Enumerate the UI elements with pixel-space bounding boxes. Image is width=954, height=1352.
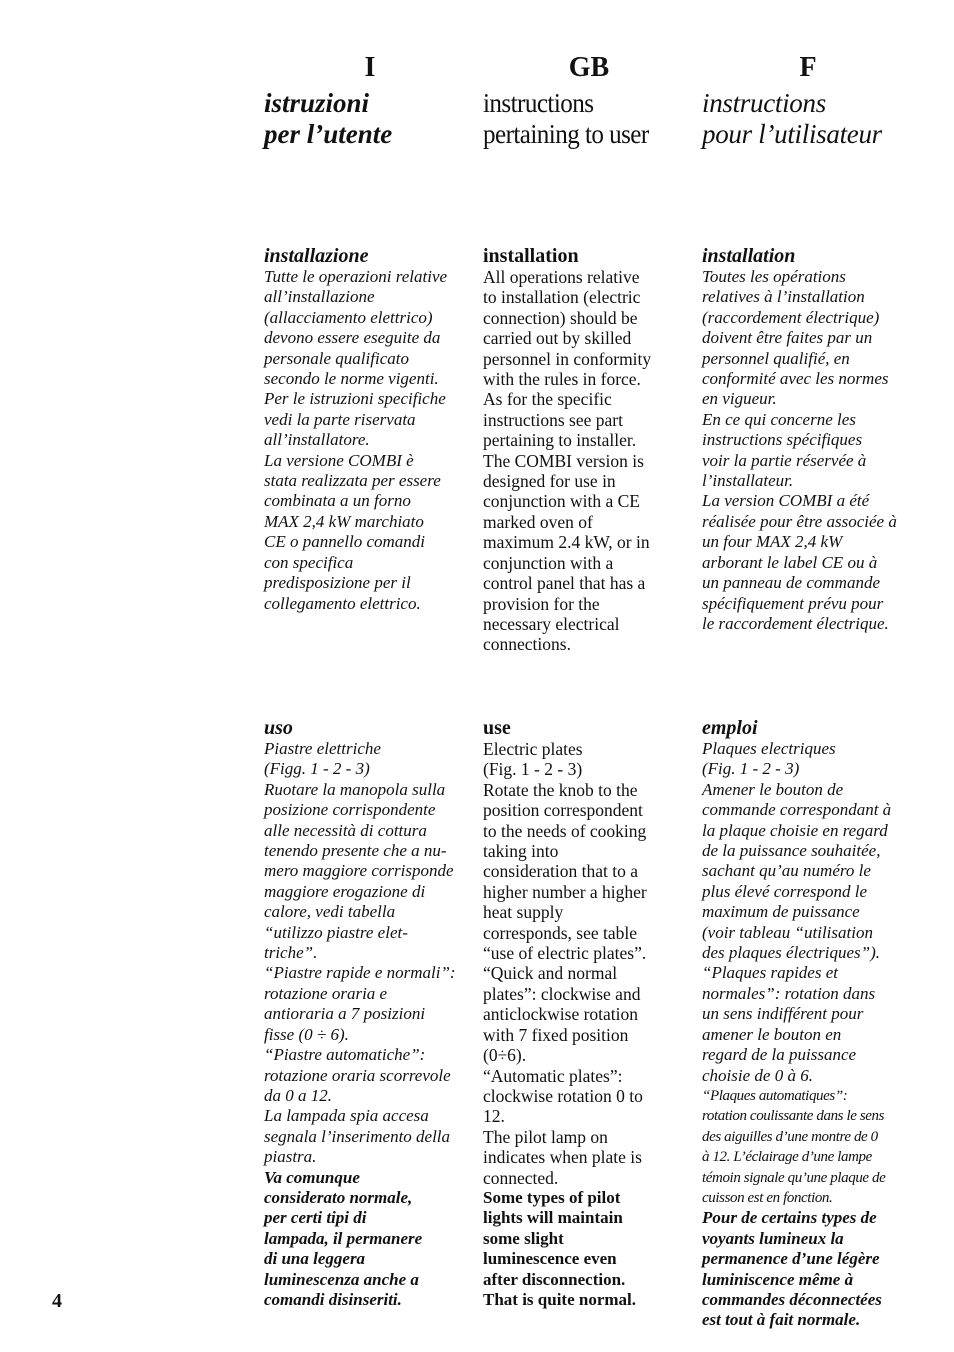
section-heading: installation — [483, 245, 579, 267]
section-heading: installation — [702, 245, 796, 267]
language-code: GB — [568, 52, 610, 83]
section-text: Tutte le operazioni relative all’installazione (allacciamento elettrico) devono essere eseguite da personale qualificato secondo le norme vigenti. Per le istruzioni specifiche vedi la parte riservata all’installatore. La versione COMBI è stata realizzata per essere combinata a un forno MAX 2,4 kW marchiato CE o pannello comandi con specifica predisposizione per il collegamento elettrico. — [264, 267, 448, 613]
installation-section — [483, 246, 723, 655]
section-text: Toutes les opérations relatives à l’installation (raccordement électrique) doivent être faites par un personnel qualifié, en conformité avec les normes en vigueur. En ce qui concerne les instructions spécifiques voir la partie réservée à l’installateur. La version COMBI a été réalisée pour être associée à un four MAX 2,4 kW arborant le label CE ou à un panneau de commande spécifiquement prévu pour le raccordement électrique. — [702, 267, 897, 633]
section-text-small: “Plaques automatiques”: rotation coulissante dans le sens des aiguilles d’une montre de 0 à 12. L’éclairage d’une lampe témoin signale qu’une plaque de cuisson est en fonction. — [702, 1087, 886, 1206]
title-line: instructions — [483, 88, 594, 118]
use-section — [702, 718, 942, 1331]
section-heading: installazione — [264, 245, 369, 267]
use-section — [264, 718, 504, 1310]
language-code: F — [799, 52, 817, 83]
section-heading: uso — [264, 717, 293, 739]
section-text: Plaques electriques (Fig. 1 - 2 - 3) Amener le bouton de commande correspondant à la plaque choisie en regard de la puissance souhaitée, sachant qu’au numéro le plus élevé correspond le maximum de puissance (voir tableau “utilisation des plaques électriques”). “Plaques rapides et normales”: rotation dans un sens indifférent pour amener le bouton en regard de la puissance choisie de 0 à 6. — [702, 739, 892, 1085]
column-title — [264, 88, 476, 152]
section-text: Piastre elettriche (Figg. 1 - 2 - 3) Ruotare la manopola sulla posizione corrispondente alle necessità di cottura tenendo presente che a nu- mero maggiore corrisponde maggiore erogazione di calore, vedi tabella “utilizzo piastre elet- triche”. “Piastre rapide e normali”: rotazione oraria e antioraria a 7 posizioni fisse (0 ÷ 6). “Piastre automatiche”: rotazione oraria scorrevole da 0 a 12. La lampada spia accesa segnala l’inserimento della piastra. — [264, 739, 456, 1167]
column-italian — [264, 52, 476, 1309]
section-note: Some types of pilot lights will maintain some slight luminescence even after disconnection. That is quite normal. — [483, 1187, 637, 1309]
column-english — [483, 52, 695, 1309]
title-line: pertaining to user — [483, 119, 649, 149]
column-title — [483, 88, 680, 152]
title-line: per l’utente — [264, 119, 393, 149]
installation-section — [702, 246, 942, 634]
section-heading: use — [483, 717, 511, 739]
title-line: pour l’utilisateur — [702, 119, 882, 149]
installation-section — [264, 246, 504, 614]
title-line: instructions — [702, 88, 826, 118]
section-note: Va comunque considerato normale, per certi tipi di lampada, il permanere di una leggera luminescenza anche a comandi disinseriti. — [264, 1167, 423, 1309]
column-french — [702, 52, 914, 1330]
page-number: 4 — [52, 1290, 62, 1312]
column-title — [702, 88, 914, 152]
title-line: istruzioni — [264, 88, 370, 118]
use-section — [483, 718, 723, 1310]
section-heading: emploi — [702, 717, 758, 739]
section-text: All operations relative to installation (electric connection) should be carried out by skilled personnel in conformity with the rules in force. As for the specific instructions see part pertaining to installer. The COMBI version is designed for use in conjunction with a CE marked oven of maximum 2.4 kW, or in conjunction with a control panel that has a provision for the necessary electrical connections. — [483, 267, 652, 655]
section-note: Pour de certains types de voyants lumineux la permanence d’une légère luminiscence même à commandes déconnectées est tout à fait normale. — [702, 1208, 882, 1330]
language-code: I — [364, 52, 376, 83]
section-text: Electric plates (Fig. 1 - 2 - 3) Rotate the knob to the position correspondent to the needs of cooking taking into consideration that to a higher number a higher heat supply corresponds, see table “use of electric plates”. “Quick and normal plates”: clockwise and anticlockwise rotation with 7 fixed position (0÷6). “Automatic plates”: clockwise rotation 0 to 12. The pilot lamp on indicates when plate is connected. — [483, 739, 647, 1188]
